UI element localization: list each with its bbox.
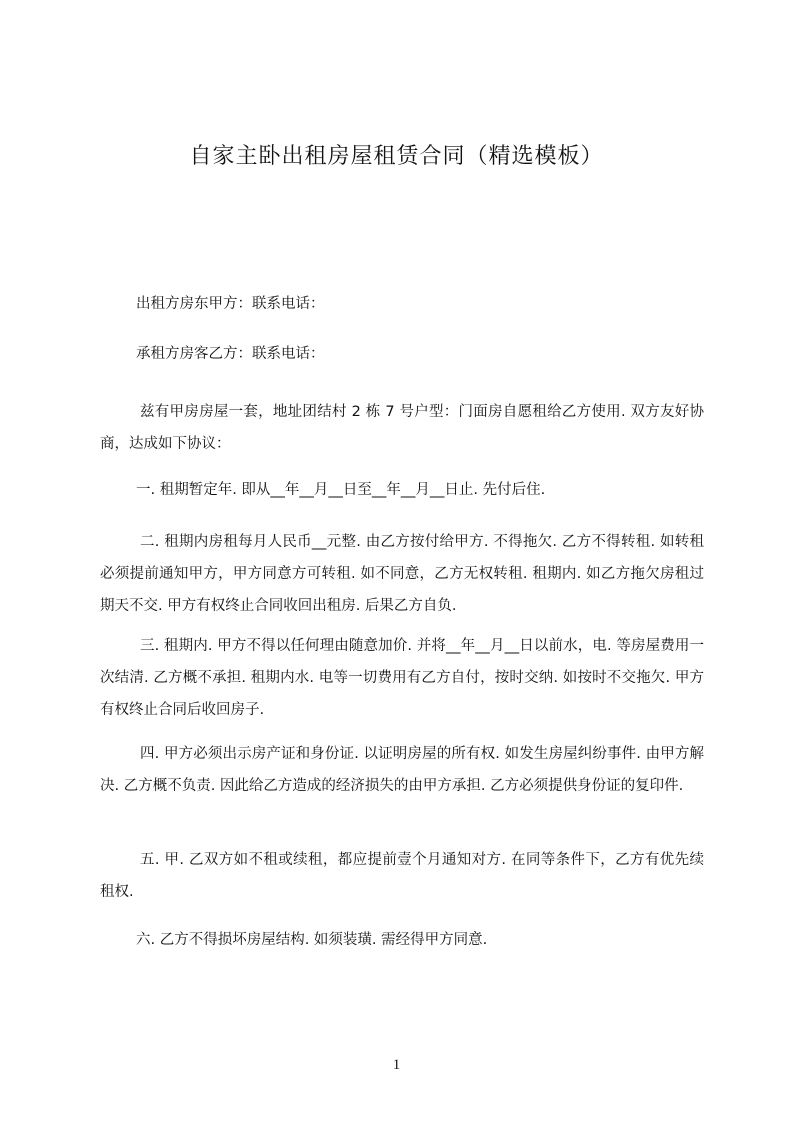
page-number: 1	[392, 1057, 401, 1073]
clause-4: 四. 甲方必须出示房产证和身份证. 以证明房屋的所有权. 如发生房屋纠纷事件. 由甲方解决. 乙方概不负责. 因此给乙方造成的经济损失的由甲方承担. 乙方必须提供身份证的复印件.	[100, 746, 704, 794]
clause-5: 五. 甲. 乙双方如不租或续租，都应提前壹个月通知对方. 在同等条件下，乙方有优先续租权.	[100, 852, 704, 900]
clause-3: 三. 租期内. 甲方不得以任何理由随意加价. 并将__年__月__日以前水，电. 等房屋费用一次结清. 乙方概不承担. 租期内水. 电等一切费用有乙方自付，按时交纳. 如按时不交拖欠. 甲方有权终止合同后收回房子.	[100, 638, 704, 718]
paragraph-lessee: 承租方房客乙方：联系电话：	[136, 346, 325, 362]
paragraph-lessor: 出租方房东甲方：联系电话：	[136, 296, 325, 312]
page-title: 自家主卧出租房屋租赁合同（精选模板）	[189, 144, 604, 169]
clause-6: 六. 乙方不得损坏房屋结构. 如须装璜. 需经得甲方同意.	[136, 932, 488, 948]
clause-2: 二. 租期内房租每月人民币__元整. 由乙方按付给甲方. 不得拖欠. 乙方不得转租. 如转租必须提前通知甲方，甲方同意方可转租. 如不同意，乙方无权转租. 租期内. 如乙方拖欠房租过期天不交. 甲方有权终止合同收回出租房. 后果乙方自负.	[100, 534, 704, 614]
paragraph-intro: 兹有甲房房屋一套，地址团结村 2 栋 7 号户型：门面房自愿租给乙方使用. 双方友好协商，达成如下协议：	[100, 404, 704, 452]
clause-1: 一. 租期暂定年. 即从__年__月__日至__年__月__日止. 先付后住.	[136, 482, 546, 498]
